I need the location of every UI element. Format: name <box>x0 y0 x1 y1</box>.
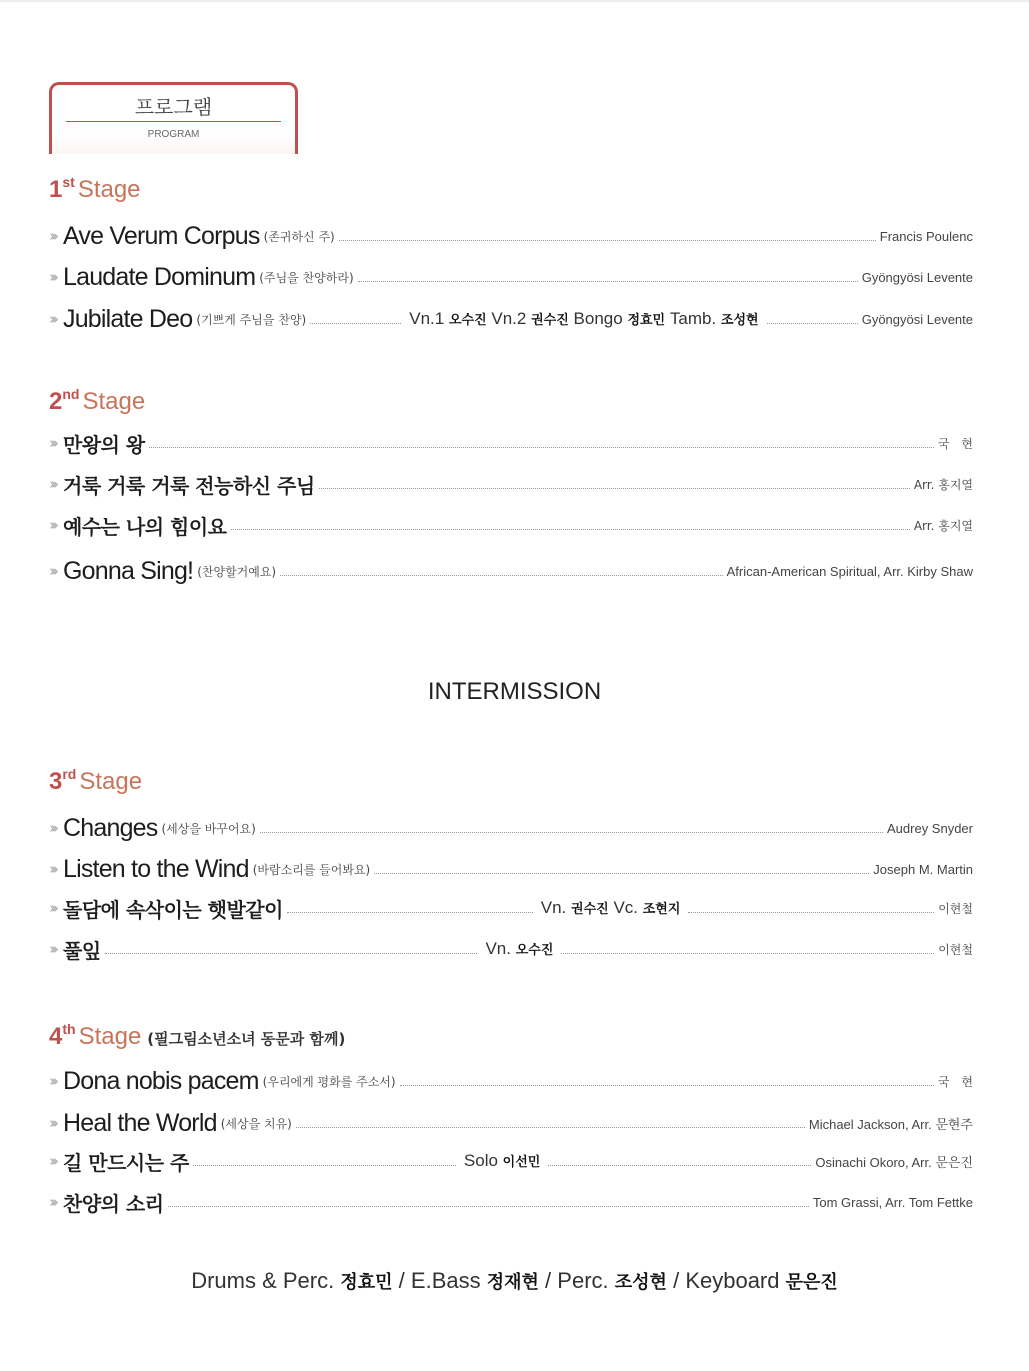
performer-name: 정효민 <box>627 313 666 328</box>
chevron-right-double-icon: ››› <box>49 268 55 286</box>
performer-name: 정효민 <box>340 1272 393 1293</box>
separator: / <box>398 1268 405 1293</box>
list-item <box>49 1106 973 1140</box>
leader-dots <box>105 953 478 954</box>
piece-title: Changes <box>63 813 158 842</box>
stage-4-heading <box>49 1021 345 1051</box>
piece-subtitle: (세상을 바꾸어요) <box>161 821 256 836</box>
piece-subtitle: (존귀하신 주) <box>263 229 335 244</box>
list-item <box>49 891 973 925</box>
chevron-right-double-icon: ››› <box>49 819 55 837</box>
stage-label: Stage <box>82 388 146 415</box>
piece-title: Dona nobis pacem <box>63 1066 259 1095</box>
leader-dots <box>296 1127 805 1128</box>
list-item <box>49 219 973 253</box>
performer-name: 오수진 <box>515 943 554 958</box>
leader-dots <box>193 1165 456 1166</box>
stage-ordinal: nd <box>62 386 80 402</box>
top-rule <box>0 0 1029 2</box>
stage-1-heading <box>49 174 141 204</box>
stage-3-heading <box>49 766 142 796</box>
leader-dots <box>310 323 401 324</box>
leader-dots <box>400 1085 934 1086</box>
leader-dots <box>688 912 934 913</box>
chevron-right-double-icon: ››› <box>49 1114 55 1132</box>
leader-dots <box>287 912 533 913</box>
composer: African-American Spiritual, Arr. Kirby Shaw <box>726 563 973 579</box>
performer-name: 이선민 <box>502 1155 541 1170</box>
composer: Audrey Snyder <box>887 820 973 836</box>
piece-title: 만왕의 왕 <box>63 432 145 457</box>
stage-number: 1 <box>49 176 63 203</box>
list-item <box>49 467 973 501</box>
chevron-right-double-icon: ››› <box>49 227 55 245</box>
chevron-right-double-icon: ››› <box>49 860 55 878</box>
composer: 이현철 <box>938 942 973 957</box>
performers <box>460 1151 544 1171</box>
composer: Joseph M. Martin <box>873 861 973 877</box>
performers <box>537 898 685 918</box>
composer: Gyöngyösi Levente <box>861 269 973 285</box>
stage-label: Stage <box>79 768 143 795</box>
piece-title: 돌담에 속삭이는 햇발같이 <box>63 897 283 922</box>
performer-name: 권수진 <box>571 902 609 917</box>
composer: Arr. 홍지열 <box>913 518 973 533</box>
composer: Francis Poulenc <box>879 228 973 244</box>
piece-title: Gonna Sing! <box>63 556 194 585</box>
list-item <box>49 508 973 542</box>
performers <box>481 939 557 959</box>
piece-subtitle: (찬양할거예요) <box>197 564 277 579</box>
leader-dots <box>548 1165 811 1166</box>
program-title: 프로그램 <box>134 95 213 119</box>
list-item <box>49 811 973 845</box>
composer: 국 현 <box>937 1074 973 1089</box>
composer: 이현철 <box>938 901 973 916</box>
list-item <box>49 426 973 460</box>
leader-dots <box>319 488 910 489</box>
chevron-right-double-icon: ››› <box>49 899 55 917</box>
chevron-right-double-icon: ››› <box>49 434 55 452</box>
piece-subtitle: (우리에게 평화를 주소서) <box>262 1074 396 1089</box>
stage-note: (필그림소년소녀 동문과 함께) <box>147 1030 346 1048</box>
stage-label: Stage <box>78 1023 142 1050</box>
stage-ordinal: rd <box>62 766 77 782</box>
list-item <box>49 932 973 966</box>
piece-title: Jubilate Deo <box>63 304 193 333</box>
leader-dots <box>168 1206 809 1207</box>
instrument-label: Tamb. <box>669 309 717 328</box>
program-divider <box>66 121 281 122</box>
chevron-right-double-icon: ››› <box>49 1193 55 1211</box>
performer-name: 조성현 <box>614 1272 667 1293</box>
stage-ordinal: st <box>62 174 75 190</box>
instrument-label: E.Bass <box>410 1268 481 1293</box>
instrument-label: Vn.2 <box>491 309 527 328</box>
separator: / <box>673 1268 680 1293</box>
leader-dots <box>149 447 934 448</box>
stage-2-heading <box>49 386 145 416</box>
piece-title: 찬양의 소리 <box>63 1191 164 1216</box>
leader-dots <box>231 529 910 530</box>
performer-name: 조성현 <box>720 313 759 328</box>
chevron-right-double-icon: ››› <box>49 310 55 328</box>
composer: Osinachi Okoro, Arr. 문은진 <box>815 1154 974 1170</box>
list-item <box>49 852 973 886</box>
list-item <box>49 302 973 336</box>
performer-name: 오수진 <box>448 313 487 328</box>
chevron-right-double-icon: ››› <box>49 475 55 493</box>
leader-dots <box>374 873 869 874</box>
band-credits <box>0 1268 1029 1294</box>
instrument-label: Perc. <box>557 1268 609 1293</box>
instrument-label: Bongo <box>573 309 623 328</box>
program-subtitle: PROGRAM <box>147 129 200 140</box>
stage-number: 2 <box>49 388 63 415</box>
piece-title: Laudate Dominum <box>63 262 256 291</box>
instrument-label: Vn. <box>485 939 511 958</box>
program-header-box <box>49 82 298 154</box>
composer: Tom Grassi, Arr. Tom Fettke <box>812 1194 973 1210</box>
leader-dots <box>339 240 876 241</box>
piece-title: Ave Verum Corpus <box>63 221 260 250</box>
separator: / <box>545 1268 552 1293</box>
piece-subtitle: (주님을 찬양하라) <box>259 270 354 285</box>
chevron-right-double-icon: ››› <box>49 516 55 534</box>
list-item <box>49 1064 973 1098</box>
stage-number: 4 <box>49 1023 63 1050</box>
list-item <box>49 1144 973 1178</box>
instrument-label: Vn.1 <box>409 309 445 328</box>
performer-name: 정재현 <box>486 1272 539 1293</box>
composer: Arr. 홍지열 <box>913 477 973 492</box>
performers <box>405 309 762 329</box>
piece-title: Heal the World <box>63 1108 217 1137</box>
leader-dots <box>561 953 934 954</box>
chevron-right-double-icon: ››› <box>49 1072 55 1090</box>
intermission-heading: INTERMISSION <box>427 678 602 705</box>
performer-name: 문은진 <box>785 1272 838 1293</box>
piece-title: 풀잎 <box>63 938 101 963</box>
stage-label: Stage <box>77 176 141 203</box>
leader-dots <box>358 281 858 282</box>
piece-title: Listen to the Wind <box>63 854 249 883</box>
stage-number: 3 <box>49 768 63 795</box>
stage-ordinal: th <box>62 1021 76 1037</box>
piece-subtitle: (바람소리를 들어봐요) <box>252 862 371 877</box>
leader-dots <box>260 832 883 833</box>
piece-title: 길 만드시는 주 <box>63 1150 189 1175</box>
performer-name: 조현지 <box>642 902 681 917</box>
chevron-right-double-icon: ››› <box>49 940 55 958</box>
performer-name: 권수진 <box>531 313 569 328</box>
instrument-label: Vn. <box>540 898 567 917</box>
instrument-label: Drums & Perc. <box>191 1268 335 1293</box>
piece-subtitle: (기쁘게 주님을 찬양) <box>196 312 307 327</box>
composer: Michael Jackson, Arr. 문현주 <box>808 1116 973 1132</box>
list-item <box>49 1185 973 1219</box>
instrument-label: Keyboard <box>685 1268 780 1293</box>
list-item <box>49 554 973 588</box>
chevron-right-double-icon: ››› <box>49 562 55 580</box>
piece-title: 거룩 거룩 거룩 전능하신 주님 <box>63 473 315 498</box>
leader-dots <box>280 575 723 576</box>
instrument-label: Vc. <box>613 898 638 917</box>
instrument-label: Solo <box>463 1151 498 1170</box>
piece-subtitle: (세상을 치유) <box>220 1116 292 1131</box>
composer: Gyöngyösi Levente <box>861 311 973 327</box>
leader-dots <box>767 323 858 324</box>
composer: 국 현 <box>937 436 973 451</box>
chevron-right-double-icon: ››› <box>49 1152 55 1170</box>
list-item <box>49 260 973 294</box>
piece-title: 예수는 나의 힘이요 <box>63 514 227 539</box>
